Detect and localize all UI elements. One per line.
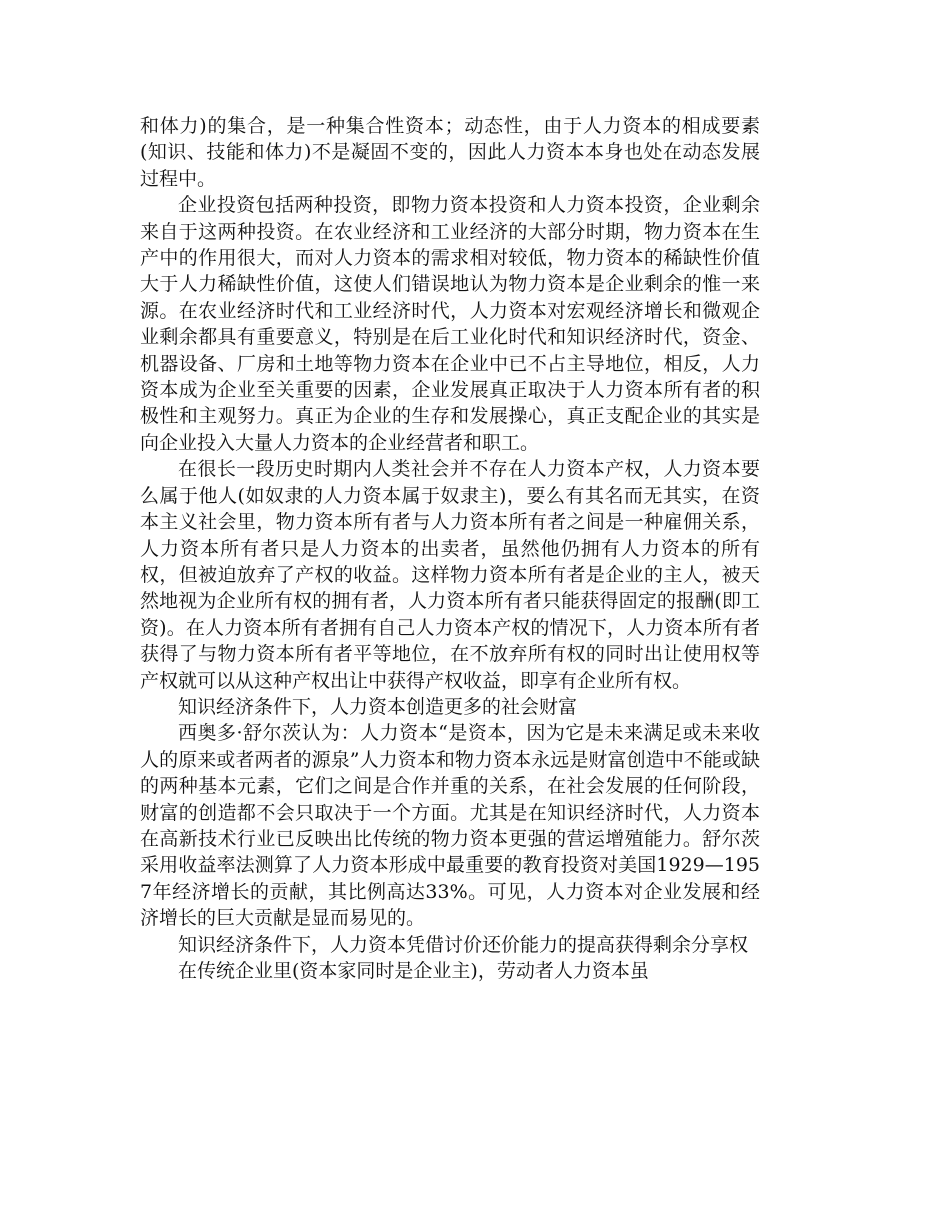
paragraph-1: 和体力)的集合，是一种集合性资本；动态性，由于人力资本的相成要素(知识、技能和体力)不是凝固不变的，因此人力资本本身也处在动态发展过程中。 <box>140 115 760 190</box>
paragraph-5: 在传统企业里(资本家同时是企业主)，劳动者人力资本虽 <box>178 960 649 982</box>
section-heading-social-wealth: 知识经济条件下，人力资本创造更多的社会财富 <box>178 695 578 718</box>
section-heading-surplus-sharing: 知识经济条件下，人力资本凭借讨价还价能力的提高获得剩余分享权 <box>178 933 749 956</box>
paragraph-2: 企业投资包括两种投资，即物力资本投资和人力资本投资，企业剩余来自于这两种投资。在农业经济和工业经济的大部分时期，物力资本在生产中的作用很大，而对人力资本的需求相对较低，物力资本的稀缺性价值大于人力稀缺性价值，这使人们错误地认为物力资本是企业剩余的惟一来源。在农业经济时代和工业经济时代，人力资本对宏观经济增长和微观企业剩余都具有重要意义，特别是在后工业化时代和知识经济时代，资金、机器设备、厂房和土地等物力资本在企业中已不占主导地位，相反，人力资本成为企业至关重要的因素，企业发展真正取决于人力资本所有者的积极性和主观努力。真正为企业的生存和发展操心，真正支配企业的其实是向企业投入大量人力资本的企业经营者和职工。 <box>140 194 760 454</box>
document-body <box>140 113 760 984</box>
paragraph-3: 在很长一段历史时期内人类社会并不存在人力资本产权，人力资本要么属于他人(如奴隶的人力资本属于奴隶主)，要么有其名而无其实，在资本主义社会里，物力资本所有者与人力资本所有者之间是一种雇佣关系，人力资本所有者只是人力资本的出卖者，虽然他仍拥有人力资本的所有权，但被迫放弃了产权的收益。这样物力资本所有者是企业的主人，被天然地视为企业所有权的拥有者，人力资本所有者只能获得固定的报酬(即工资)。在人力资本所有者拥有自己人力资本产权的情况下，人力资本所有者获得了与物力资本所有者平等地位，在不放弃所有权的同时出让使用权等产权就可以从这种产权出让中获得产权收益，即享有企业所有权。 <box>140 458 760 692</box>
paragraph-4: 西奥多·舒尔茨认为：人力资本“是资本，因为它是未来满足或未来收人的原来或者两者的源泉”人力资本和物力资本永远是财富创造中不能或缺的两种基本元素，它们之间是合作并重的关系，在社会发展的任何阶段，财富的创造都不会只取决于一个方面。尤其是在知识经济时代，人力资本在高新技术行业已反映出比传统的物力资本更强的营运增殖能力。舒尔茨采用收益率法测算了人力资本形成中最重要的教育投资对美国1929—1957年经济增长的贡献，其比例高达33%。可见，人力资本对企业发展和经济增长的巨大贡献是显而易见的。 <box>140 722 760 930</box>
